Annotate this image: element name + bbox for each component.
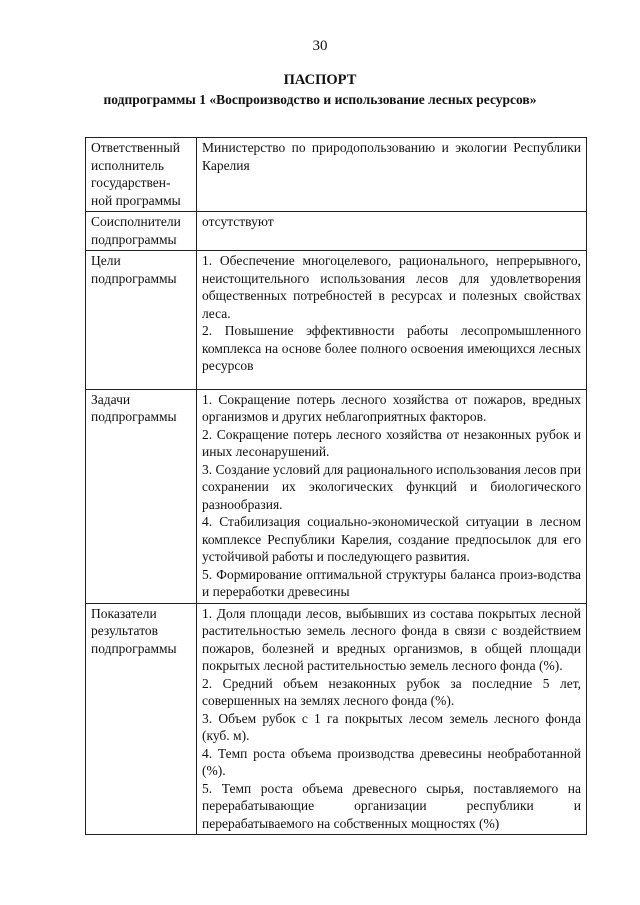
value-item: 2. Сокращение потерь лесного хозяйства от незаконных рубок и иных лесонарушений. (202, 426, 581, 459)
row-value (197, 389, 587, 603)
value-item: 1. Сокращение потерь лесного хозяйства от пожаров, вредных организмов и других неблагоприятных факторов. (202, 391, 581, 424)
value-item: 3. Создание условий для рационального использования лесов при сохранении их экологических функций и биологического разнообразия. (202, 461, 581, 512)
passport-table (85, 137, 587, 835)
row-label: Задачи подпрограммы (86, 389, 197, 603)
value-item: отсутствуют (202, 214, 274, 229)
row-label: Цели подпрограммы (86, 251, 197, 390)
value-item: 5. Формирование оптимальной структуры баланса произ-водства и переработки древесины (202, 566, 581, 599)
value-item: 1. Доля площади лесов, выбывших из состава покрытых лесной растительностью земель лесного фонда в связи с воздействием пожаров, болезней и вредных организмов, в общей площади покрытых лесной растительностью земель лесного фонда (%). (202, 605, 581, 673)
value-item: 2. Повышение эффективности работы лесопромышленного комплекса на основе более полного освоения имеющихся лесных ресурсов (202, 323, 581, 373)
row-label: Показатели результатов подпрограммы (86, 603, 197, 835)
row-value (197, 212, 587, 251)
value-item: 5. Темп роста объема древесного сырья, поставляемого на перерабатывающие организации республики и перерабатываемого на собственных мощностях (%) (202, 780, 581, 831)
table-row (86, 138, 587, 212)
value-item: 1. Обеспечение многоцелевого, рационального, непрерывного, неистощительного использования лесов для удовлетворения общественных потребностей в ресурсах и полезных свойствах леса. (202, 253, 581, 321)
table-row (86, 251, 587, 390)
table-row (86, 389, 587, 603)
title-subtitle: подпрограммы 1 «Воспроизводство и использование лесных ресурсов» (103, 92, 537, 107)
title-heading: ПАСПОРТ (283, 72, 357, 88)
value-item: 2. Средний объем незаконных рубок за последние 5 лет, совершенных на землях лесного фонда (%). (202, 675, 581, 708)
table-row (86, 212, 587, 251)
value-item: 3. Объем рубок с 1 га покрытых лесом земель лесного фонда (куб. м). (202, 710, 581, 743)
value-item: 4. Стабилизация социально-экономической ситуации в лесном комплексе Республики Карелия, создание предпосылок для его устойчивой работы и последующего развития. (202, 514, 581, 564)
row-value (197, 603, 587, 835)
table-row (86, 603, 587, 835)
value-item: Министерство по природопользованию и экологии Республики Карелия (202, 140, 581, 173)
row-label: Соисполнители подпрограммы (86, 212, 197, 251)
page-number: 30 (312, 38, 328, 54)
row-label: Ответственный исполнитель государствен-ной программы (86, 138, 197, 212)
row-value (197, 138, 587, 212)
value-item: 4. Темп роста объема производства древесины необработанной (%). (202, 745, 581, 778)
row-value (197, 251, 587, 390)
document-title (0, 70, 640, 110)
